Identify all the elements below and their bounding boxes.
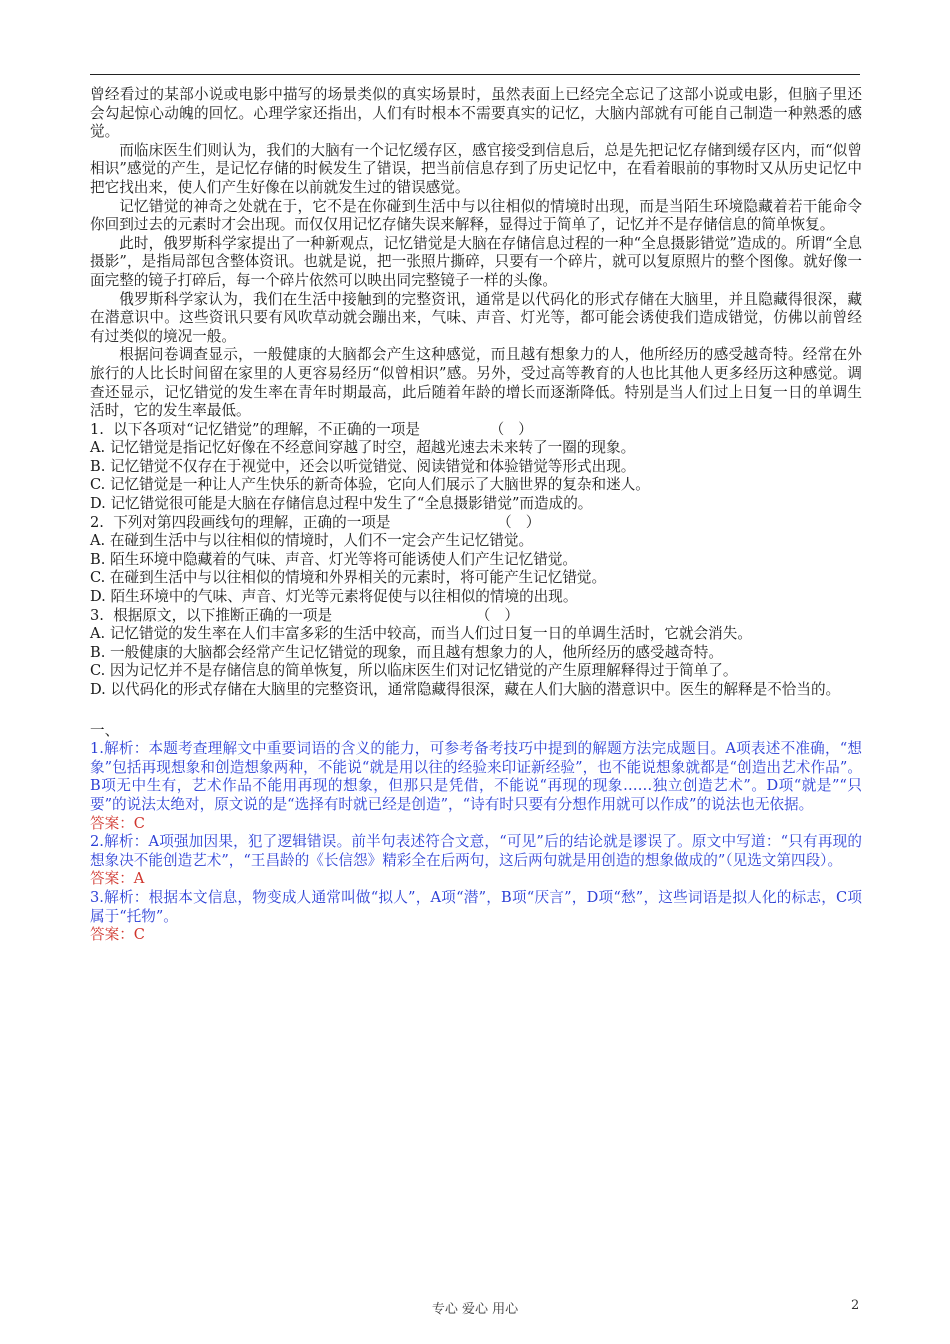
question-3-option-b: B. 一般健康的大脑都会经常产生记忆错觉的现象，而且越有想象力的人，他所经历的感受越奇特。 (90, 643, 723, 661)
footer-motto: 专心 爱心 用心 (431, 1302, 519, 1317)
document-body (90, 86, 862, 945)
question-3-option-c: C. 因为记忆并不是存储信息的简单恢复，所以临床医生们对记忆错觉的产生原理解释得过于简单了。 (90, 662, 738, 680)
answer-1-explanation: 1.解析：本题考查理解文中重要词语的含义的能力，可参考备考技巧中提到的解题方法完成题目。A项表述不准确，“想象”包括再现想象和创造想象两种，不能说“就是用以往的经验来印证新经验”，也不能说想象就都是“创造出艺术作品”。B项无中生有，艺术作品不能用再现的想象，但那只是凭借，不能说“再现的现象……独立创造艺术”。D项“就是”“只要”的说法太绝对，原文说的是“选择有时就已经是创造”，“诗有时只要有分想作用就可以作成”的说法也无依据。 (90, 740, 862, 813)
question-1-option-c: C. 记忆错觉是一种让人产生快乐的新奇体验，它向人们展示了大脑世界的复杂和迷人。 (90, 476, 650, 494)
question-1-option-a: A. 记忆错觉是指记忆好像在不经意间穿越了时空，超越光速去未来转了一圈的现象。 (90, 439, 636, 457)
passage-paragraph-1: 曾经看过的某部小说或电影中描写的场景类似的真实场景时，虽然表面上已经完全忘记了这部小说或电影，但脑子里还会勾起惊心动魄的回忆。心理学家还指出，人们有时根本不需要真实的记忆，大脑内部就有可能自己制造一种熟悉的感觉。 (90, 86, 862, 141)
question-3-option-a: A. 记忆错觉的发生率在人们丰富多彩的生活中较高，而当人们过日复一日的单调生活时，它就会消失。 (90, 625, 752, 643)
passage-paragraph-4: 此时，俄罗斯科学家提出了一种新观点，记忆错觉是大脑在存储信息过程的一种“全息摄影错觉”造成的。所谓“全息摄影”，是指局部包含整体资讯。也就是说，把一张照片撕碎，只要有一个碎片，就可以复原照片的整个图像。就好像一面完整的镜子打碎后，每一个碎片依然可以映出同完整镜子一样的头像。 (90, 234, 862, 289)
passage-paragraph-6: 根据问卷调查显示，一般健康的大脑都会产生这种感觉，而且越有想象力的人，他所经历的感受越奇特。经常在外旅行的人比长时间留在家里的人更容易经历“似曾相识”感。另外，受过高等教育的人也比其他人更多经历这种感觉。调查还显示，记忆错觉的发生率在青年时期最高，此后随着年龄的增长而逐渐降低。特别是当人们过上日复一日的单调生活时，它的发生率最低。 (90, 346, 862, 420)
section-gap (90, 700, 862, 722)
question-1-option-d: D. 记忆错觉很可能是大脑在存储信息过程中发生了“全息摄影错觉”而造成的。 (90, 495, 593, 513)
question-3-option-d: D. 以代码化的形式存储在大脑里的完整资讯，通常隐藏得很深，藏在人们大脑的潜意识中。医生的解释是不恰当的。 (90, 681, 841, 698)
question-2-option-b: B. 陌生环境中隐藏着的气味、声音、灯光等将可能诱使人们产生记忆错觉。 (90, 550, 578, 568)
answer-1-key: 答案：C (90, 814, 145, 832)
question-1-option-b: B. 记忆错觉不仅存在于视觉中，还会以听觉错觉、阅读错觉和体验错觉等形式出现。 (90, 457, 636, 475)
answer-2-explanation: 2.解析：A项强加因果，犯了逻辑错误。前半句表述符合文意，“可见”后的结论就是谬误了。原文中写道：“只有再现的想象决不能创造艺术”，“王昌龄的《长信怨》精彩全在后两句，这后两句就是用创造的想象做成的”（见选文第四段）。 (90, 833, 862, 869)
passage-paragraph-2: 而临床医生们则认为，我们的大脑有一个记忆缓存区，感官接受到信息后，总是先把记忆存储到缓存区内，而“似曾相识”感觉的产生，是记忆存储的时候发生了错误，把当前信息存到了历史记忆中，在看着眼前的事物时又从历史记忆中把它找出来，使人们产生好像在以前就发生过的错误感觉。 (90, 141, 862, 196)
answers-heading: 一、 (90, 721, 120, 739)
answer-3-key: 答案：C (90, 926, 145, 944)
passage-paragraph-5: 俄罗斯科学家认为，我们在生活中接触到的完整资讯，通常是以代码化的形式存储在大脑里，并且隐藏得很深，藏在潜意识中。这些资讯只要有风吹草动就会蹦出来，气味、声音、灯光等，都可能会诱使我们造成错觉，仿佛以前曾经有过类似的境况一般。 (90, 290, 862, 345)
answer-3-explanation: 3.解析：根据本文信息，物变成人通常叫做“拟人”，A项“潜”，B项“厌言”，D项“愁”，这些词语是拟人化的标志，C项属于“托物”。 (90, 888, 862, 925)
question-1-stem: 1. 以下各项对“记忆错觉”的理解，不正确的一项是 （ ） (90, 420, 533, 438)
page-number: 2 (851, 1298, 860, 1313)
question-2-option-a: A. 在碰到生活中与以往相似的情境时，人们不一定会产生记忆错觉。 (90, 532, 534, 550)
question-2-option-c: C. 在碰到生活中与以往相似的情境和外界相关的元素时，将可能产生记忆错觉。 (90, 569, 607, 587)
answer-2-key: 答案：A (90, 870, 145, 888)
question-2-stem: 2. 下列对第四段画线句的理解，正确的一项是 （ ） (90, 513, 541, 531)
header-rule (90, 74, 860, 75)
passage-paragraph-3: 记忆错觉的神奇之处就在于，它不是在你碰到生活中与以往相似的情境时出现，而是当陌生环境隐藏着若干能命令你回到过去的元素时才会出现。而仅仅用记忆存储失误来解释，显得过于简单了，记忆并不是存储信息的简单恢复。 (90, 197, 862, 234)
question-3-stem: 3. 根据原文，以下推断正确的一项是 （ ） (90, 606, 520, 624)
question-2-option-d: D. 陌生环境中的气味、声音、灯光等元素将促使与以往相似的情境的出现。 (90, 588, 578, 606)
